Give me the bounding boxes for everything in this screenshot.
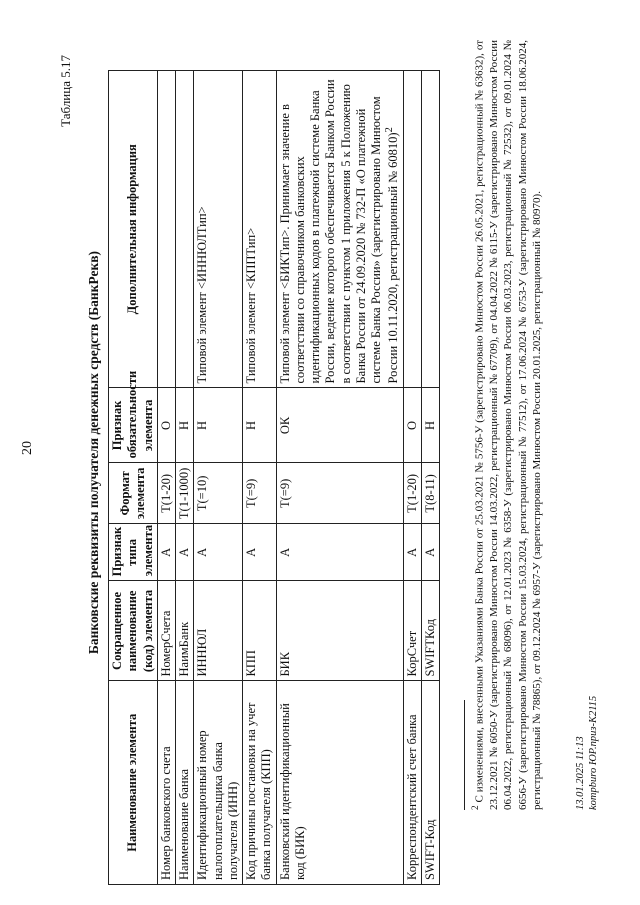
- table-row: [276, 71, 403, 885]
- table-number: Таблица 5.17: [58, 55, 73, 127]
- table-row: [194, 71, 243, 885]
- cell-code: НомерСчета: [157, 581, 175, 681]
- cell-required: Н: [243, 388, 277, 463]
- cell-info: Типовой элемент <ИННЮЛТип>: [194, 71, 243, 389]
- cell-code: КПП: [243, 581, 277, 681]
- cell-name: Номер банковского счета: [157, 681, 175, 885]
- cell-type: А: [276, 524, 403, 581]
- cell-name: Банковский идентификационный код (БИК): [276, 681, 403, 885]
- cell-info: [421, 71, 439, 389]
- print-stamp: [574, 696, 600, 810]
- table-caption: Банковские реквизиты получателя денежных средств (БанкРекв): [86, 250, 101, 655]
- cell-format: Т(=10): [194, 463, 243, 524]
- cell-type: А: [157, 524, 175, 581]
- requisites-table: [108, 70, 440, 885]
- cell-format: Т(8-11): [421, 463, 439, 524]
- stamp-path: kompburo ЮР.приз-К2115: [588, 695, 600, 810]
- cell-info: [403, 71, 421, 389]
- cell-type: А: [403, 524, 421, 581]
- stamp-date: 13.01.2025 11:13: [575, 736, 586, 810]
- cell-format: Т(1-1000): [176, 463, 194, 524]
- header-name: Наименование элемента: [109, 681, 158, 885]
- cell-required: ОК: [276, 388, 403, 463]
- footnote: [470, 40, 544, 810]
- cell-info: Типовой элемент <КППТип>: [243, 71, 277, 389]
- cell-format: Т(=9): [243, 463, 277, 524]
- footnote-text: С изменениями, внесенными Указаниями Банка России от 25.03.2021 № 5756-У (зарегистрировано Минюстом России 26.05.2021, регистрационный № 63632), от 23.12.2021 № 6050-У (зарегистрировано Минюстом России 14.03.2022, регистрационный № 67709), от 04.04.2022 № 6115-У (зарегистрировано Минюстом России 06.04.2022, регистрационный № 68096), от 12.01.2023 № 6358-У (зарегистрировано Минюстом России 06.03.2023, регистрационный № 72532), от 09.01.2024 № 6656-У (зарегистрировано Минюстом России 15.03.2024, регистрационный № 77512), от 17.06.2024 № 6753-У (зарегистрировано Минюстом России 18.06.2024, регистрационный № 78865), от 09.12.2024 № 6957-У (зарегистрировано Минюстом России 20.01.2025, регистрационный № 80970).: [473, 39, 543, 810]
- table-row: [403, 71, 421, 885]
- cell-code: ИННЮЛ: [194, 581, 243, 681]
- header-required: Признак обязательности элемента: [109, 388, 158, 463]
- cell-type: А: [421, 524, 439, 581]
- cell-required: Н: [421, 388, 439, 463]
- table-row: [243, 71, 277, 885]
- header-info: Дополнительная информация: [109, 71, 158, 389]
- cell-code: SWIFTКод: [421, 581, 439, 681]
- cell-type: А: [176, 524, 194, 581]
- page-number: 20: [20, 441, 35, 455]
- cell-type: А: [194, 524, 243, 581]
- cell-required: Н: [176, 388, 194, 463]
- footnote-ref: 2: [384, 127, 396, 133]
- footnote-divider: [464, 700, 465, 810]
- cell-required: О: [403, 388, 421, 463]
- cell-info: [276, 71, 403, 389]
- cell-info: [157, 71, 175, 389]
- cell-name: SWIFT-Код: [421, 681, 439, 885]
- cell-format: Т(1-20): [157, 463, 175, 524]
- cell-format: Т(1-20): [403, 463, 421, 524]
- table-row: [157, 71, 175, 885]
- footnote-marker: 2: [470, 805, 480, 810]
- cell-code: НаимБанк: [176, 581, 194, 681]
- table-header-row: [109, 71, 158, 885]
- cell-info-text: Типовой элемент <БИКТип>. Принимает значение в соответствии со справочником банковских идентификационных кодов в платежной системе Банка России, ведение которого обеспечивается Банком России в соответствии с пунктом 1 приложения 5 к Положению Банка России от 24.09.2020 № 732-П «О платежной системе Банка России» (зарегистрировано Минюстом России 10.11.2020, регистрационный № 60810): [277, 79, 401, 384]
- header-code: Сокращенное наименование (код) элемента: [109, 581, 158, 681]
- cell-name: Корреспондентский счет банка: [403, 681, 421, 885]
- cell-required: Н: [194, 388, 243, 463]
- cell-name: Идентификационный номер налогоплательщика банка получателя (ИНН): [194, 681, 243, 885]
- cell-code: КорСчет: [403, 581, 421, 681]
- table-row: [421, 71, 439, 885]
- cell-name: Код причины постановки на учет банка получателя (КПП): [243, 681, 277, 885]
- header-format: Формат элемента: [109, 463, 158, 524]
- cell-name: Наименование банка: [176, 681, 194, 885]
- cell-format: Т(=9): [276, 463, 403, 524]
- cell-code: БИК: [276, 581, 403, 681]
- cell-type: А: [243, 524, 277, 581]
- cell-info: [176, 71, 194, 389]
- table-row: [176, 71, 194, 885]
- cell-required: О: [157, 388, 175, 463]
- header-type: Признак типа элемента: [109, 524, 158, 581]
